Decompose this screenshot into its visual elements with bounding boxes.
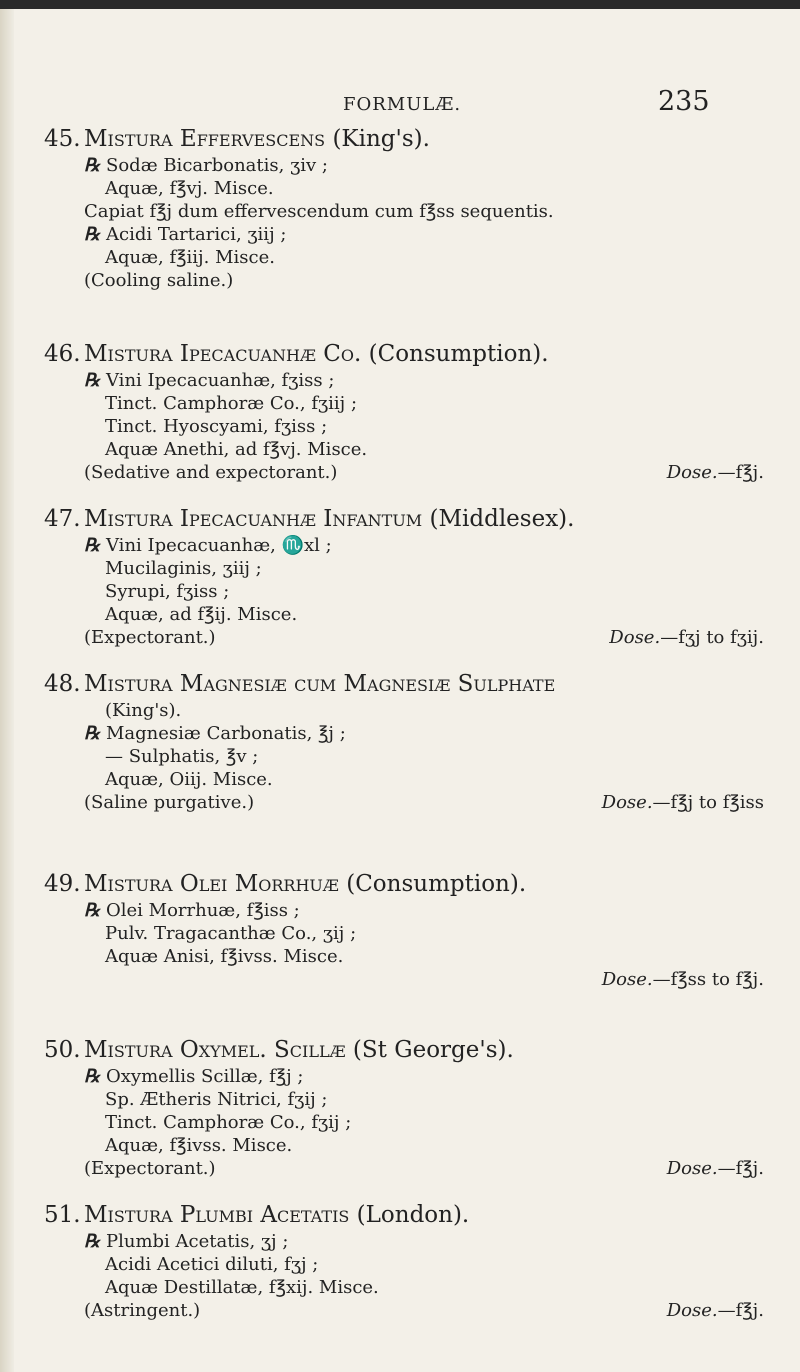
recipe-line [44,392,764,415]
recipe-name: Mistura Olei Morrhuæ [84,871,339,897]
dose-value: —f℥ss to f℥j. [652,969,764,990]
recipe-source: (Middlesex). [429,506,575,532]
ingredient-text: (Expectorant.) [84,1158,216,1179]
ingredient-text: Aquæ Anethi, ad f℥vj. Misce. [105,439,368,460]
recipe-line [44,223,764,246]
ingredient-text: Magnesiæ Carbonatis, ℥j ; [106,723,346,744]
recipe-source: (Consumption). [346,871,527,897]
recipe-line [44,1134,764,1157]
ingredient-text: Acidi Tartarici, ʒiij ; [106,224,287,245]
recipe-line [44,768,764,791]
recipe-line [44,369,764,392]
ingredient-text: (Expectorant.) [84,627,216,648]
recipe-line [44,1157,764,1180]
recipe-line [44,603,764,626]
ingredient-text: Tinct. Hyoscyami, fʒiss ; [105,416,328,437]
recipe-title [44,339,764,369]
recipe-entry [44,1035,764,1180]
recipe-title [44,124,764,154]
dose-value: —fʒj to fʒij. [660,627,764,648]
ingredient-text: Pulv. Tragacanthæ Co., ʒij ; [105,923,357,944]
recipe-name: Mistura Ipecacuanhæ Co. [84,341,362,367]
recipe-title [44,669,764,699]
recipe-line [44,922,764,945]
dose [602,791,764,814]
recipe-number: 51. [44,1202,81,1228]
recipe-number: 45. [44,126,81,152]
recipe-entry [44,669,764,814]
recipe-line [44,1111,764,1134]
prescription-symbol: ℞ [84,900,101,921]
dose [602,968,764,991]
recipe-line [44,945,764,968]
recipe-name: Mistura Oxymel. Scillæ [84,1037,346,1063]
recipe-title [44,1035,764,1065]
recipe-line [44,791,764,814]
ingredient-text: Olei Morrhuæ, f℥iss ; [106,900,300,921]
recipe-source: (London). [356,1202,470,1228]
ingredient-text: (Astringent.) [84,1300,201,1321]
dose-label: Dose. [666,1300,718,1321]
dose-label: Dose. [601,792,653,813]
prescription-symbol: ℞ [84,155,101,176]
ingredient-text: — Sulphatis, ℥v ; [105,746,259,767]
dose-label: Dose. [601,969,653,990]
recipe-line [44,899,764,922]
recipe-line [44,699,764,722]
dose-value: —f℥j to f℥iss [652,792,764,813]
recipe-entry [44,124,764,292]
ingredient-text: Tinct. Camphoræ Co., fʒiij ; [105,393,358,414]
recipe-line [44,269,764,292]
dose-label: Dose. [666,1158,718,1179]
ingredient-text: Aquæ, Oiij. Misce. [105,769,273,790]
recipe-line [44,722,764,745]
recipe-line [44,1253,764,1276]
prescription-symbol: ℞ [84,224,101,245]
ingredient-text: Capiat f℥j dum effervescendum cum f℥ss sequentis. [84,201,554,222]
recipe-number: 46. [44,341,81,367]
ingredient-text: Aquæ Anisi, f℥ivss. Misce. [105,946,344,967]
ingredient-text: Sodæ Bicarbonatis, ʒiv ; [106,155,328,176]
ingredient-text: Tinct. Camphoræ Co., fʒij ; [105,1112,352,1133]
dose [609,626,764,649]
ingredient-text: Aquæ, f℥iij. Misce. [105,247,275,268]
dose [667,1157,764,1180]
prescription-symbol: ℞ [84,1066,101,1087]
ingredient-text: Acidi Acetici diluti, fʒj ; [105,1254,319,1275]
recipe-line [44,1299,764,1322]
ingredient-text: Aquæ, f℥ivss. Misce. [105,1135,293,1156]
recipe-line [44,1230,764,1253]
recipe-line [44,1065,764,1088]
recipe-line [44,968,764,991]
ingredient-text: Plumbi Acetatis, ʒj ; [106,1231,289,1252]
ingredient-text: (Sedative and expectorant.) [84,462,338,483]
dose [667,461,764,484]
ingredient-text: Aquæ, f℥vj. Misce. [105,178,274,199]
recipe-number: 48. [44,671,81,697]
recipe-number: 49. [44,871,81,897]
recipe-line [44,415,764,438]
recipe-source: (Consumption). [368,341,549,367]
recipe-source: (St George's). [352,1037,514,1063]
recipe-name: Mistura Ipecacuanhæ Infantum [84,506,423,532]
page-top-shadow [0,0,800,9]
page-number: 235 [658,86,710,117]
recipe-line [44,177,764,200]
dose-value: —f℥j. [717,1158,764,1179]
recipe-entry [44,504,764,649]
ingredient-text: (Cooling saline.) [84,270,234,291]
ingredient-text: Oxymellis Scillæ, f℥j ; [106,1066,304,1087]
dose [667,1299,764,1322]
ingredient-text: Aquæ, ad f℥ij. Misce. [105,604,298,625]
recipe-line [44,246,764,269]
prescription-symbol: ℞ [84,723,101,744]
ingredient-text: Syrupi, fʒiss ; [105,581,230,602]
recipe-line [44,557,764,580]
page-gutter [0,9,14,1372]
dose-label: Dose. [666,462,718,483]
recipe-line [44,461,764,484]
prescription-symbol: ℞ [84,370,101,391]
recipe-title [44,1200,764,1230]
recipe-name: Mistura Plumbi Acetatis [84,1202,350,1228]
running-head: FORMULÆ. [343,94,462,115]
recipe-title [44,504,764,534]
recipe-entry [44,339,764,484]
recipe-number: 47. [44,506,81,532]
recipe-line [44,1088,764,1111]
recipe-source: (King's). [332,126,430,152]
prescription-symbol: ℞ [84,535,101,556]
dose-label: Dose. [609,627,661,648]
ingredient-text: Vini Ipecacuanhæ, fʒiss ; [106,370,335,391]
recipe-name: Mistura Magnesiæ cum Magnesiæ Sulphate [84,671,556,697]
recipe-title [44,869,764,899]
ingredient-text: Mucilaginis, ʒiij ; [105,558,262,579]
recipe-entry [44,869,764,991]
recipe-line [44,154,764,177]
ingredient-text: Vini Ipecacuanhæ, ♏xl ; [106,535,332,556]
ingredient-text: Aquæ Destillatæ, f℥xij. Misce. [105,1277,379,1298]
recipe-line [44,745,764,768]
recipe-line [44,438,764,461]
prescription-symbol: ℞ [84,1231,101,1252]
recipe-line [44,534,764,557]
ingredient-text: (King's). [105,700,182,721]
ingredient-text: Sp. Ætheris Nitrici, fʒij ; [105,1089,328,1110]
recipe-number: 50. [44,1037,81,1063]
recipe-line [44,626,764,649]
dose-value: —f℥j. [717,1300,764,1321]
recipe-line [44,580,764,603]
recipe-name: Mistura Effervescens [84,126,326,152]
recipe-line [44,200,764,223]
ingredient-text: (Saline purgative.) [84,792,255,813]
recipe-line [44,1276,764,1299]
dose-value: —f℥j. [717,462,764,483]
recipe-entry [44,1200,764,1322]
